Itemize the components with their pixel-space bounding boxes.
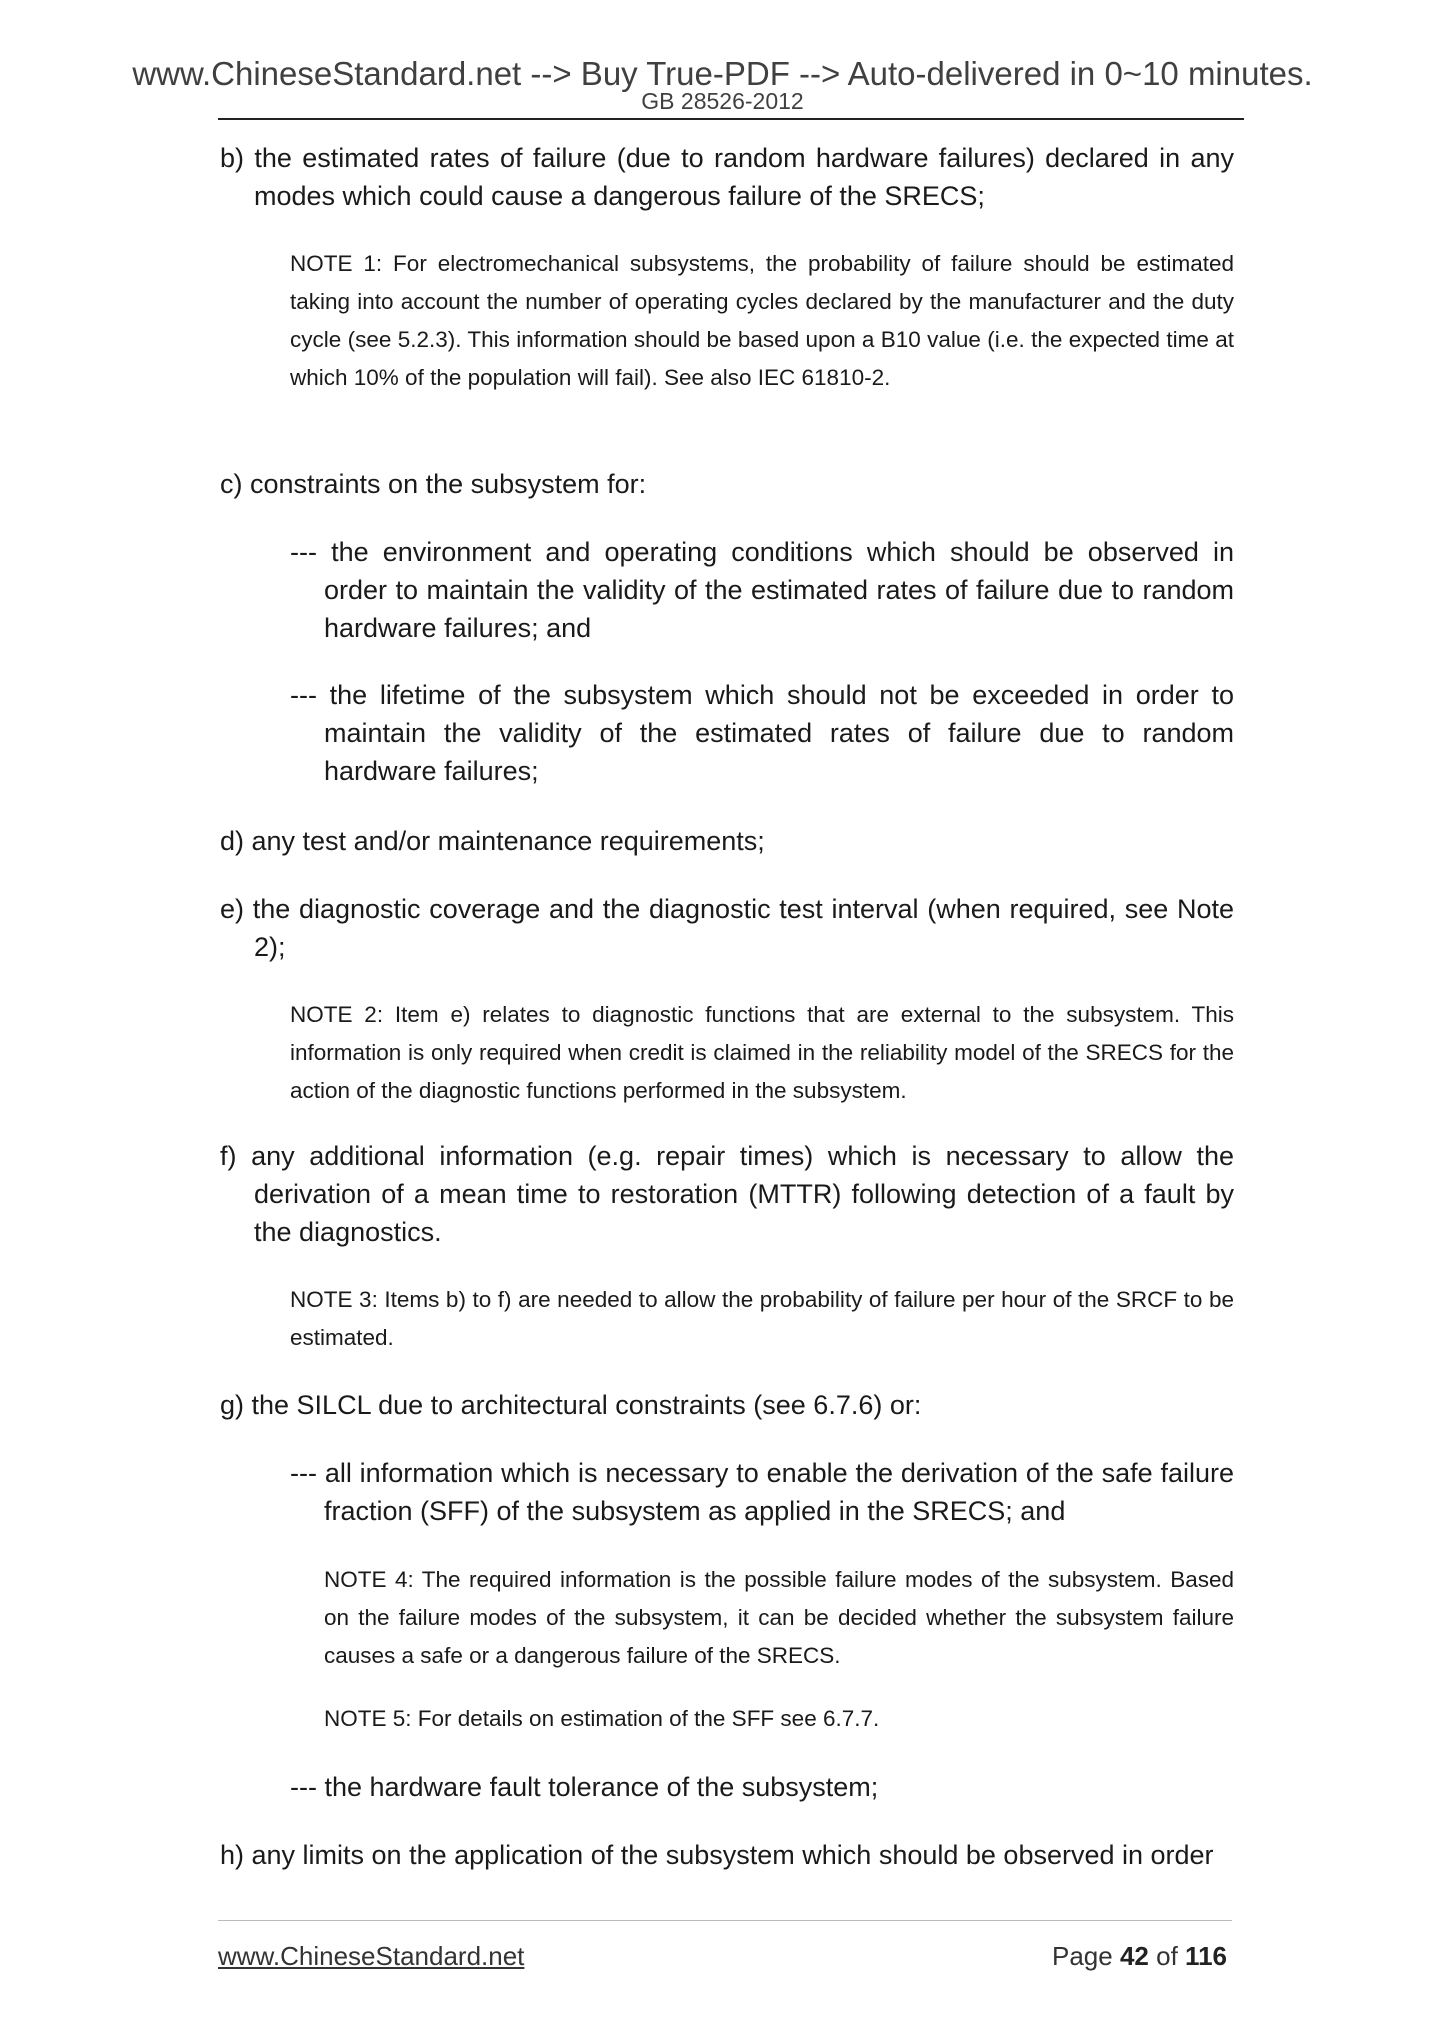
page-number [1052,1940,1227,1972]
note-2: NOTE 2: Item e) relates to diagnostic functions that are external to the subsystem. This information is only required when credit is claimed in the reliability model of the SRECS for the action of the diagnostic functions performed in the subsystem. [290,1002,1234,1103]
page-label: Page [1052,1941,1113,1971]
page-total: 116 [1185,1941,1227,1971]
note-1: NOTE 1: For electromechanical subsystems, the probability of failure should be estimated taking into account the number of operating cycles declared by the manufacturer and the duty cycle (see 5.2.3). This information should be based upon a B10 value (i.e. the expected time at which 10% of the population will fail). See also IEC 61810-2. [290,251,1234,390]
item-g: g) the SILCL due to architectural constraints (see 6.7.6) or: [220,1390,922,1420]
item-g-dash-2: --- the hardware fault tolerance of the subsystem; [290,1772,879,1802]
footer-website-link[interactable]: www.ChineseStandard.net [218,1941,525,1971]
note-4: NOTE 4: The required information is the possible failure modes of the subsystem. Based on the failure modes of the subsystem, it can be decided whether the subsystem failure causes a safe or a dangerous failure of the SRECS. [324,1567,1234,1668]
footer-rule [218,1920,1232,1921]
header-banner: www.ChineseStandard.net --> Buy True-PDF --> Auto-delivered in 0~10 minutes. [132,55,1313,92]
item-c-dash-2: --- the lifetime of the subsystem which should not be exceeded in order to maintain the validity of the estimated rates of failure due to random hardware failures; [290,680,1234,786]
note-3: NOTE 3: Items b) to f) are needed to allow the probability of failure per hour of the SRCF to be estimated. [290,1287,1234,1350]
item-d: d) any test and/or maintenance requirements; [220,826,765,856]
item-e: e) the diagnostic coverage and the diagnostic test interval (when required, see Note 2); [220,894,1234,962]
item-h: h) any limits on the application of the subsystem which should be observed in order [220,1840,1214,1870]
standard-code: GB 28526-2012 [641,88,804,114]
note-5: NOTE 5: For details on estimation of the SFF see 6.7.7. [324,1706,880,1731]
page-of: of [1156,1941,1178,1971]
item-c-dash-1: --- the environment and operating conditions which should be observed in order to maintain the validity of the estimated rates of failure due to random hardware failures; and [290,537,1234,643]
item-f: f) any additional information (e.g. repair times) which is necessary to allow the derivation of a mean time to restoration (MTTR) following detection of a fault by the diagnostics. [220,1141,1234,1247]
item-g-dash-1: --- all information which is necessary to enable the derivation of the safe failure fraction (SFF) of the subsystem as applied in the SRECS; and [290,1458,1234,1526]
item-b: b) the estimated rates of failure (due to random hardware failures) declared in any modes which could cause a dangerous failure of the SRECS; [220,143,1234,211]
item-c: c) constraints on the subsystem for: [220,469,647,499]
page-current: 42 [1119,1941,1149,1971]
